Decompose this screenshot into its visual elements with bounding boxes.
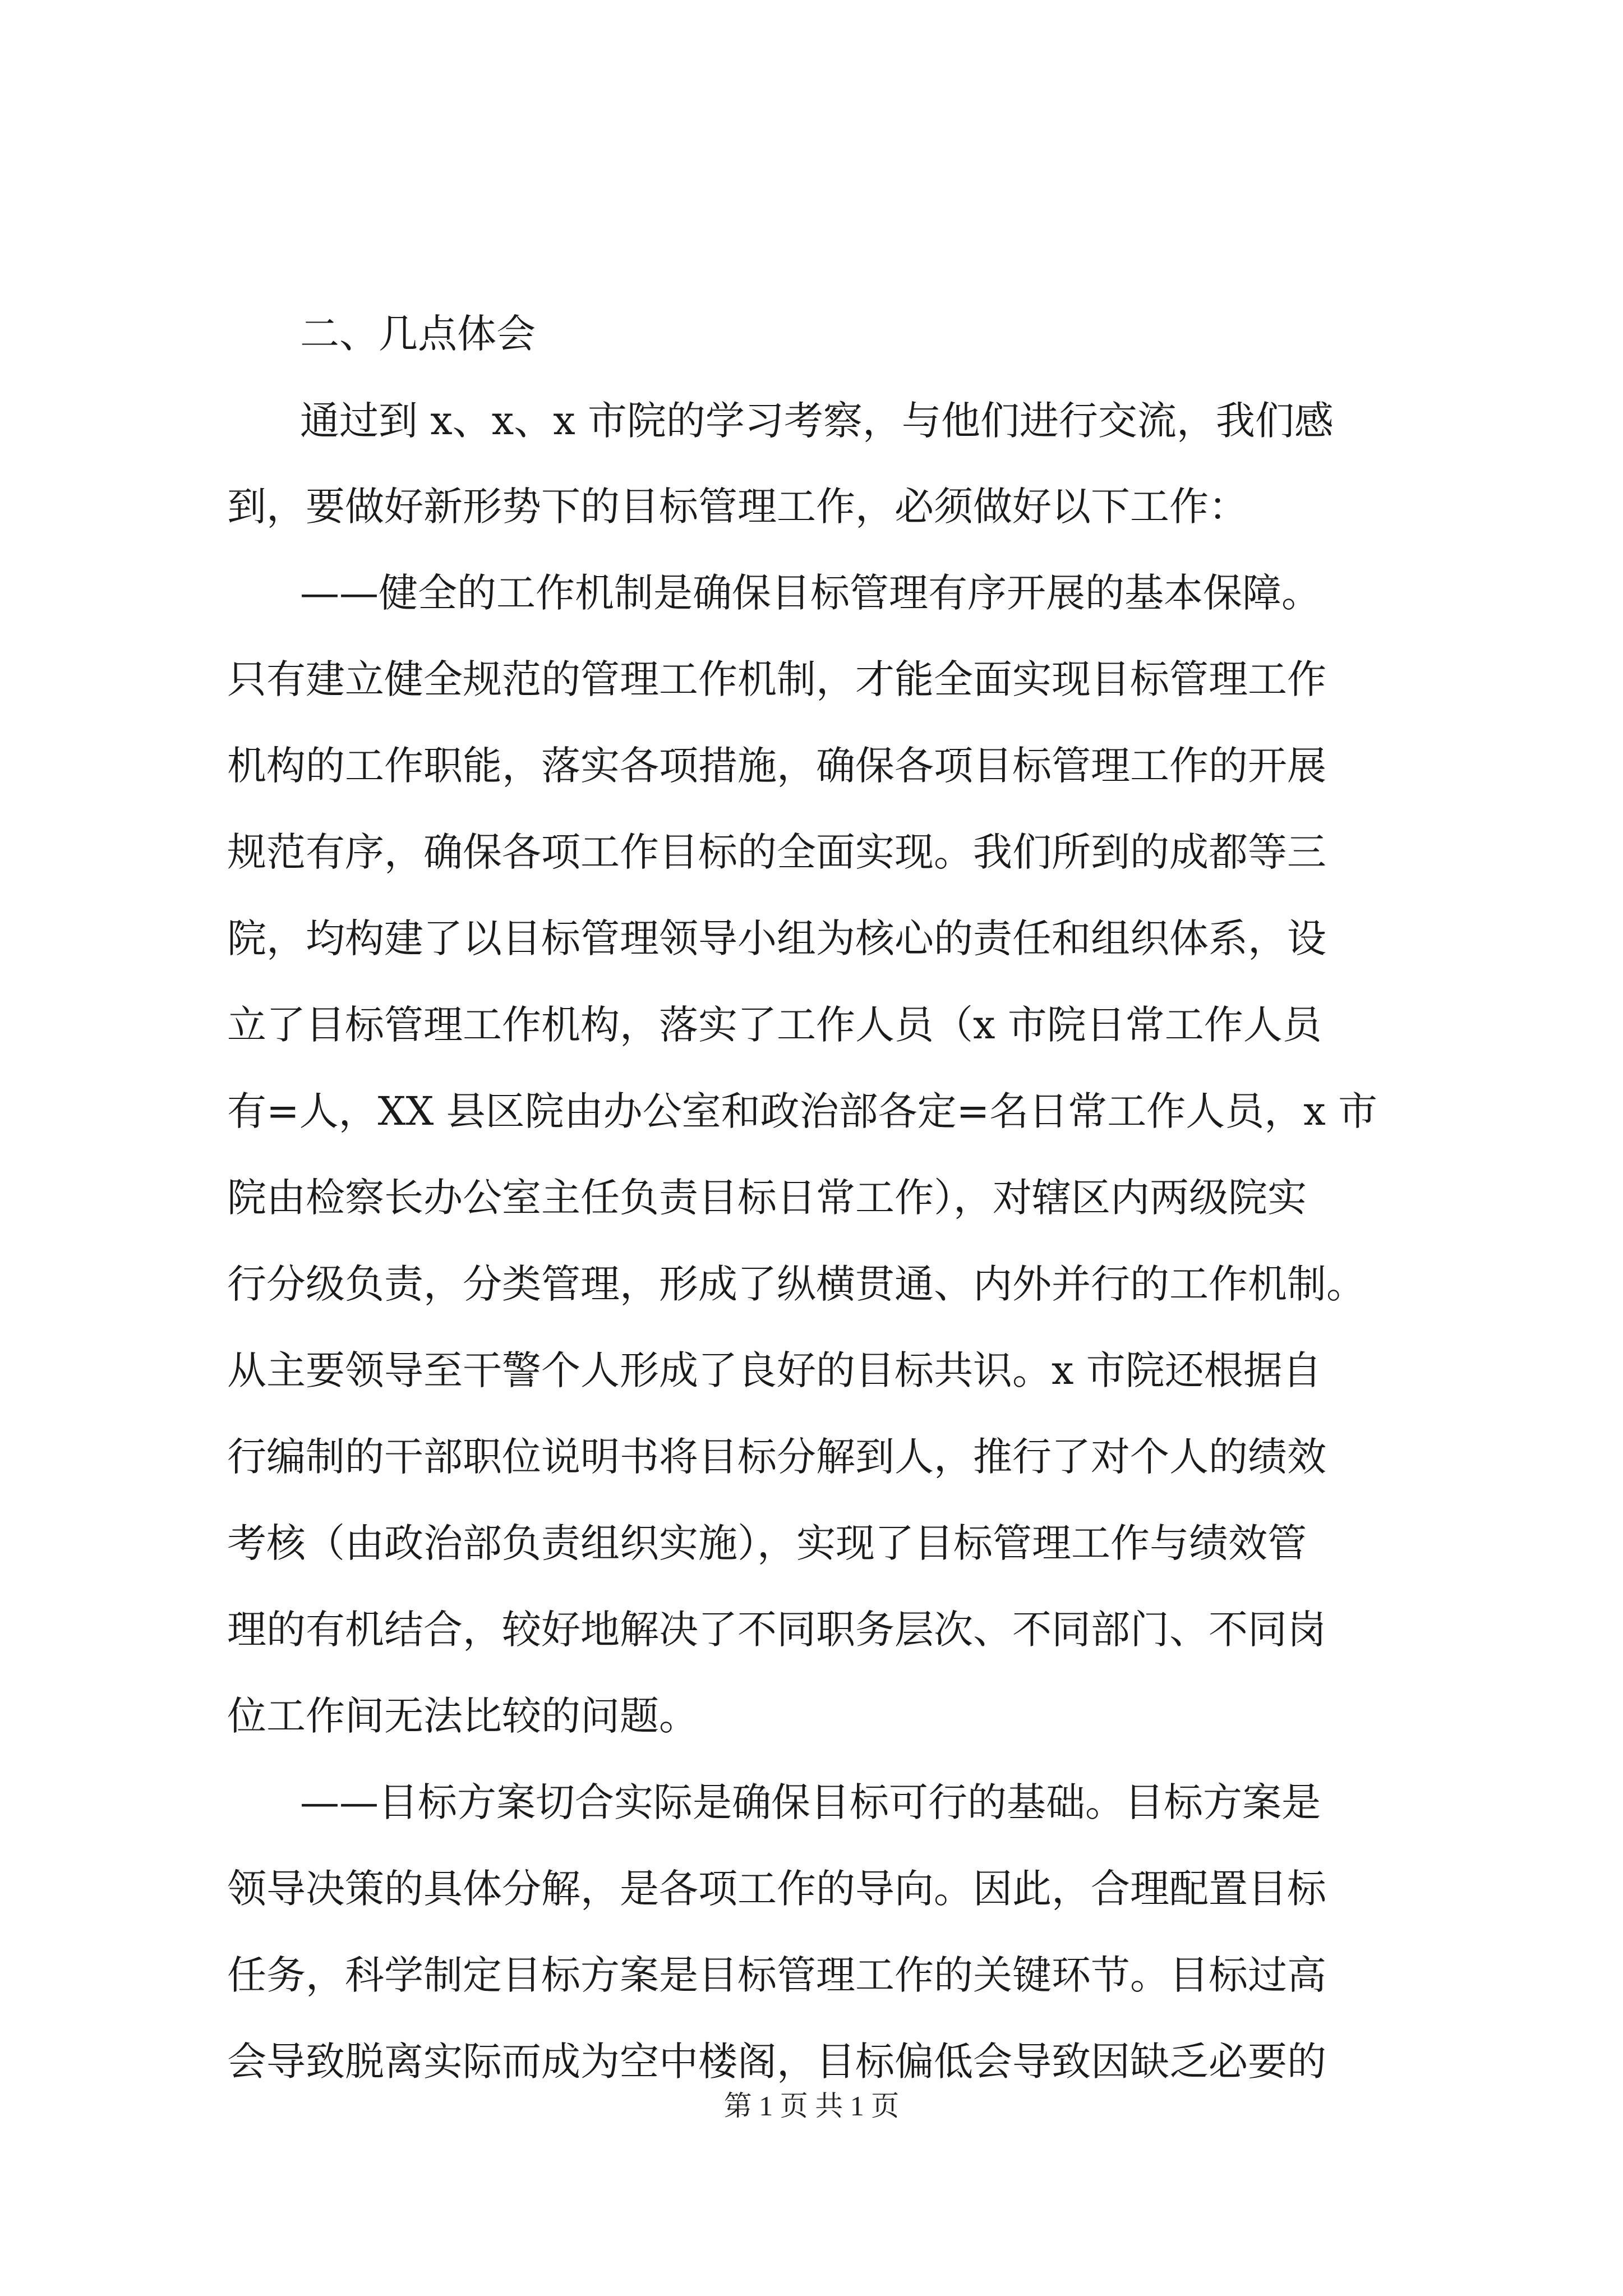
- paragraph-line: 院，均构建了以目标管理领导小组为核心的责任和组织体系，设: [227, 915, 1326, 961]
- section-heading: 二、几点体会: [300, 311, 536, 357]
- paragraph-line: 从主要领导至干警个人形成了良好的目标共识。x 市院还根据自: [227, 1347, 1322, 1393]
- paragraph-line: ——目标方案切合实际是确保目标可行的基础。目标方案是: [300, 1779, 1321, 1825]
- paragraph-line: 机构的工作职能，落实各项措施，确保各项目标管理工作的开展: [227, 743, 1326, 789]
- paragraph-line: 任务，科学制定目标方案是目标管理工作的关键环节。目标过高: [227, 1952, 1326, 1998]
- paragraph-line: 会导致脱离实际而成为空中楼阁，目标偏低会导致因缺乏必要的: [227, 2039, 1326, 2085]
- paragraph-line: 领导决策的具体分解，是各项工作的导向。因此，合理配置目标: [227, 1866, 1326, 1912]
- paragraph-line: 规范有序，确保各项工作目标的全面实现。我们所到的成都等三: [227, 829, 1326, 875]
- page-footer: 第 1 页 共 1 页: [723, 2090, 900, 2122]
- paragraph-line: 行分级负责，分类管理，形成了纵横贯通、内外并行的工作机制。: [227, 1261, 1366, 1307]
- paragraph-line: 理的有机结合，较好地解决了不同职务层次、不同部门、不同岗: [227, 1607, 1326, 1653]
- paragraph-line: 只有建立健全规范的管理工作机制，才能全面实现目标管理工作: [227, 656, 1326, 702]
- paragraph-line: 位工作间无法比较的问题。: [227, 1693, 698, 1739]
- paragraph-line: ——健全的工作机制是确保目标管理有序开展的基本保障。: [300, 570, 1321, 616]
- paragraph-line: 行编制的干部职位说明书将目标分解到人，推行了对个人的绩效: [227, 1434, 1326, 1480]
- paragraph-line: 立了目标管理工作机构，落实了工作人员（x 市院日常工作人员: [227, 1002, 1322, 1048]
- paragraph-line: 有=人，XX 县区院由办公室和政治部各定=名日常工作人员，x 市: [227, 1088, 1377, 1134]
- paragraph-line: 到，要做好新形势下的目标管理工作，必须做好以下工作：: [227, 484, 1248, 530]
- paragraph-line: 院由检察长办公室主任负责目标日常工作），对辖区内两级院实: [227, 1175, 1307, 1221]
- paragraph-line: 考核（由政治部负责组织实施），实现了目标管理工作与绩效管: [227, 1520, 1307, 1566]
- paragraph-line: 通过到 x、x、x 市院的学习考察，与他们进行交流，我们感: [300, 398, 1334, 444]
